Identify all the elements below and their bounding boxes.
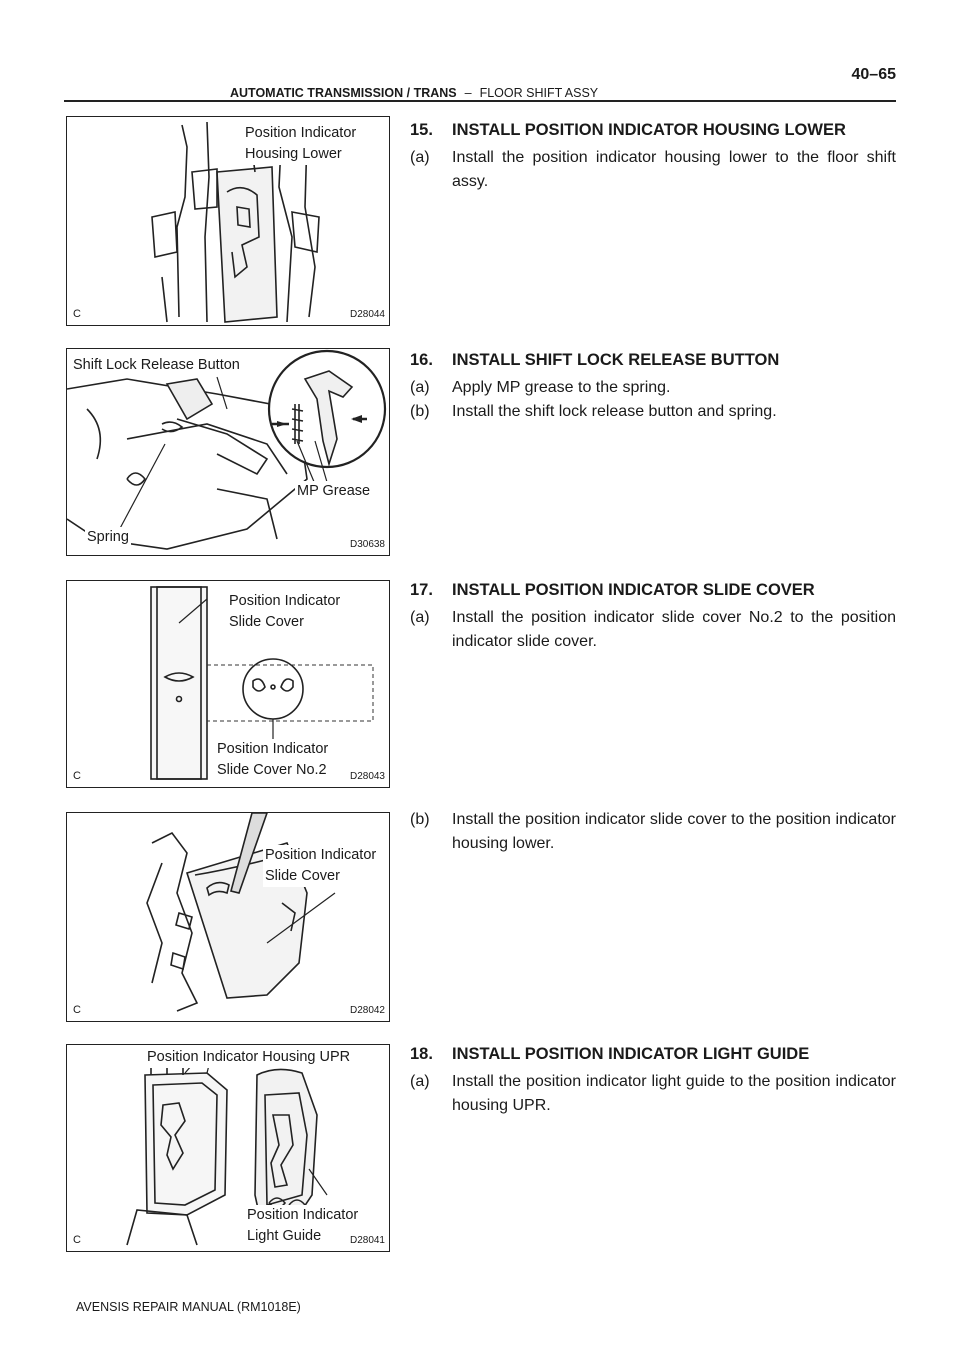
figure-slide-cover (66, 580, 390, 788)
label-slide-cover: Position Indicator Slide Cover (263, 845, 378, 887)
figure-code: D28041 (349, 1235, 385, 1246)
step-title: 15. INSTALL POSITION INDICATOR HOUSING LOWER (410, 121, 846, 139)
header-rule (64, 100, 896, 102)
label-mp-grease: MP Grease (295, 481, 372, 502)
figure-shift-lock-button (66, 348, 390, 556)
step-18 (410, 1042, 896, 1118)
label-housing-upr: Position Indicator Housing UPR (145, 1047, 352, 1068)
step-item: (a) Install the position indicator slide cover No.2 to the position indicator slide cover. (410, 609, 896, 650)
figure-light-guide (66, 1044, 390, 1252)
figure-code: D28042 (349, 1005, 385, 1016)
step-item: (a) Install the position indicator housing lower to the floor shift assy. (410, 149, 896, 190)
label-light-guide: Position Indicator Light Guide (245, 1205, 360, 1247)
footer-manual-title: AVENSIS REPAIR MANUAL (RM1018E) (76, 1300, 301, 1314)
header-section: AUTOMATIC TRANSMISSION / TRANS (230, 86, 457, 100)
label-position-indicator: Position Indicator Housing Lower (243, 123, 358, 165)
step-item: (b) Install the position indicator slide cover to the position indicator housing lower. (410, 811, 896, 852)
figure-slide-cover-install (66, 812, 390, 1022)
figure-code: D28043 (349, 771, 385, 782)
label-shift-lock-release-button: Shift Lock Release Button (71, 355, 242, 376)
step-item: (a) Apply MP grease to the spring. (410, 379, 671, 396)
figure-code: D30638 (349, 539, 385, 550)
figure-corner-mark: C (73, 1234, 81, 1246)
step-17 (410, 578, 896, 654)
header-separator: – (464, 86, 472, 100)
step-title: 17. INSTALL POSITION INDICATOR SLIDE COVER (410, 581, 815, 599)
header-subsection: FLOOR SHIFT ASSY (479, 86, 599, 100)
figure-code: D28044 (349, 309, 385, 320)
illustration-shift-lock-button (67, 349, 389, 555)
page-number: 40–65 (851, 66, 896, 83)
step-title: 16. INSTALL SHIFT LOCK RELEASE BUTTON (410, 351, 780, 369)
step-title: 18. INSTALL POSITION INDICATOR LIGHT GUIDE (410, 1045, 810, 1063)
figure-housing-lower (66, 116, 390, 326)
figure-corner-mark: C (73, 308, 81, 320)
figure-corner-mark: C (73, 770, 81, 782)
step-item: (b) Install the shift lock release button and spring. (410, 403, 777, 420)
figure-corner-mark: C (73, 1004, 81, 1016)
step-17-b (410, 808, 896, 856)
label-slide-cover-no2: Position Indicator Slide Cover No.2 (215, 739, 330, 781)
step-16 (410, 348, 896, 424)
label-slide-cover: Position Indicator Slide Cover (227, 591, 342, 633)
running-header (230, 86, 598, 100)
step-15 (410, 118, 896, 194)
label-spring: Spring (85, 527, 131, 548)
step-item: (a) Install the position indicator light guide to the position indicator housing UPR. (410, 1073, 896, 1114)
